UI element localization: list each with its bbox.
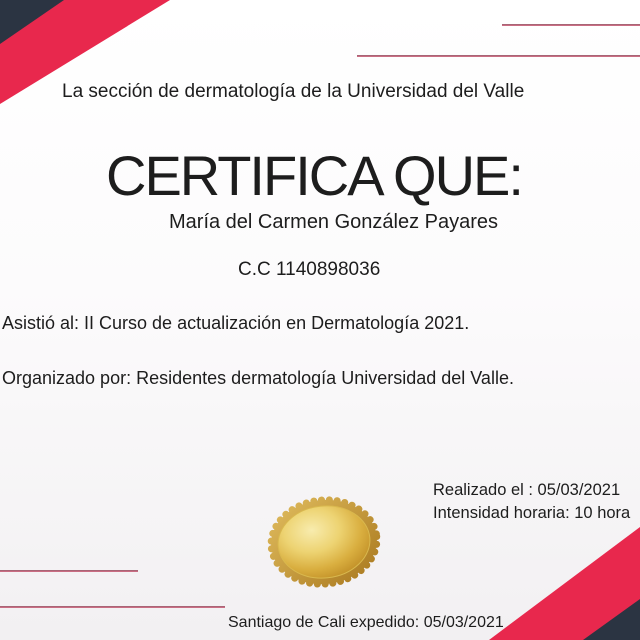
recipient-name: María del Carmen González Payares <box>169 211 499 233</box>
accent-line-top-right-lower <box>357 55 640 57</box>
course-attended-line: Asistió al: II Curso de actualización en Dermatología 2021. <box>2 313 470 333</box>
accent-line-bottom-left-lower <box>0 606 225 608</box>
event-date-line: Realizado el : 05/03/2021 <box>433 481 621 499</box>
certificate-title: CERTIFICA QUE: <box>106 144 522 207</box>
recipient-id-number: C.C 1140898036 <box>238 259 381 280</box>
accent-line-top-right-upper <box>502 24 640 26</box>
course-hours-line: Intensidad horaria: 10 hora <box>433 504 631 522</box>
gold-seal-icon <box>264 494 384 590</box>
accent-line-bottom-left-upper <box>0 570 138 572</box>
issuer-line: La sección de dermatología de la Universidad del Valle <box>62 81 525 102</box>
issued-place-date-line: Santiago de Cali expedido: 05/03/2021 <box>228 614 504 631</box>
organizer-line: Organizado por: Residentes dermatología Universidad del Valle. <box>2 368 514 388</box>
